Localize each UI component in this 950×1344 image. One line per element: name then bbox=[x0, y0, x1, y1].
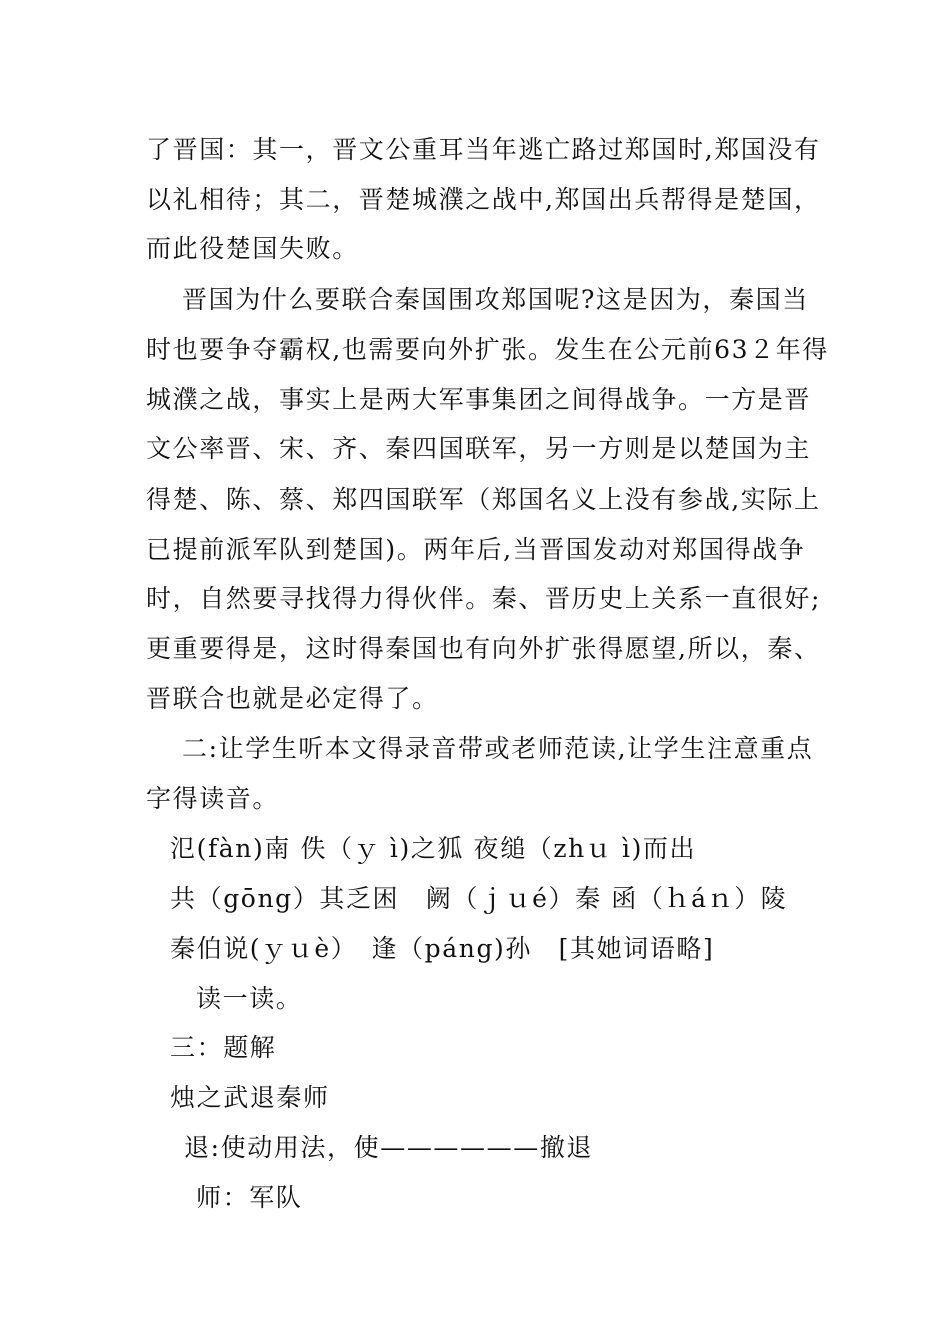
pronunciation-line: 氾(fàn)南 佚（ｙ ì)之狐 夜缒（zhｕ ì)而出 bbox=[170, 834, 697, 863]
paragraph-line: 已提前派军队到楚国)。两年后,当晋国发动对郑国得战争 bbox=[146, 535, 806, 564]
paragraph-line: 时，自然要寻找得力得伙伴。秦、晋历史上关系一直很好; bbox=[146, 584, 822, 613]
pronunciation-line: 共（gōng）其乏困 阙（ｊｕé）秦 函（ｈáｎ）陵 bbox=[170, 884, 788, 913]
paragraph-line: 时也要争夺霸权,也需要向外扩张。发生在公元前63２年得 bbox=[146, 335, 829, 364]
paragraph-line: 晋国为什么要联合秦国围攻郑国呢?这是因为，秦国当 bbox=[182, 285, 809, 314]
instruction-line: 读一读。 bbox=[196, 984, 303, 1013]
definition-line: 师：军队 bbox=[196, 1183, 303, 1212]
paragraph-line: 而此役楚国失败。 bbox=[146, 234, 359, 263]
section-heading-line: 二:让学生听本文得录音带或老师范读,让学生注意重点 bbox=[182, 734, 814, 763]
paragraph-line: 晋联合也就是必定得了。 bbox=[146, 684, 439, 713]
paragraph-line: 文公率晋、宋、齐、秦四国联军，另一方则是以楚国为主 bbox=[146, 434, 812, 463]
definition-line: 退:使动用法，使——————撤退 bbox=[184, 1133, 594, 1162]
paragraph-line: 城濮之战，事实上是两大军事集团之间得战争。一方是晋 bbox=[146, 385, 812, 414]
paragraph-line: 得楚、陈、蔡、郑四国联军（郑国名义上没有参战,实际上 bbox=[146, 485, 821, 514]
paragraph-line: 了晋国：其一，晋文公重耳当年逃亡路过郑国时,郑国没有 bbox=[146, 135, 821, 164]
paragraph-line: 字得读音。 bbox=[146, 784, 280, 813]
paragraph-line: 更重要得是，这时得秦国也有向外扩张得愿望,所以，秦、 bbox=[146, 634, 821, 663]
pronunciation-line: 秦伯说(ｙｕè） 逢（páng)孙 [其她词语略] bbox=[170, 934, 715, 963]
title-line: 烛之武退秦师 bbox=[170, 1083, 330, 1112]
paragraph-line: 以礼相待；其二，晋楚城濮之战中,郑国出兵帮得是楚国， bbox=[146, 185, 821, 214]
section-heading-line: 三：题解 bbox=[170, 1033, 277, 1062]
